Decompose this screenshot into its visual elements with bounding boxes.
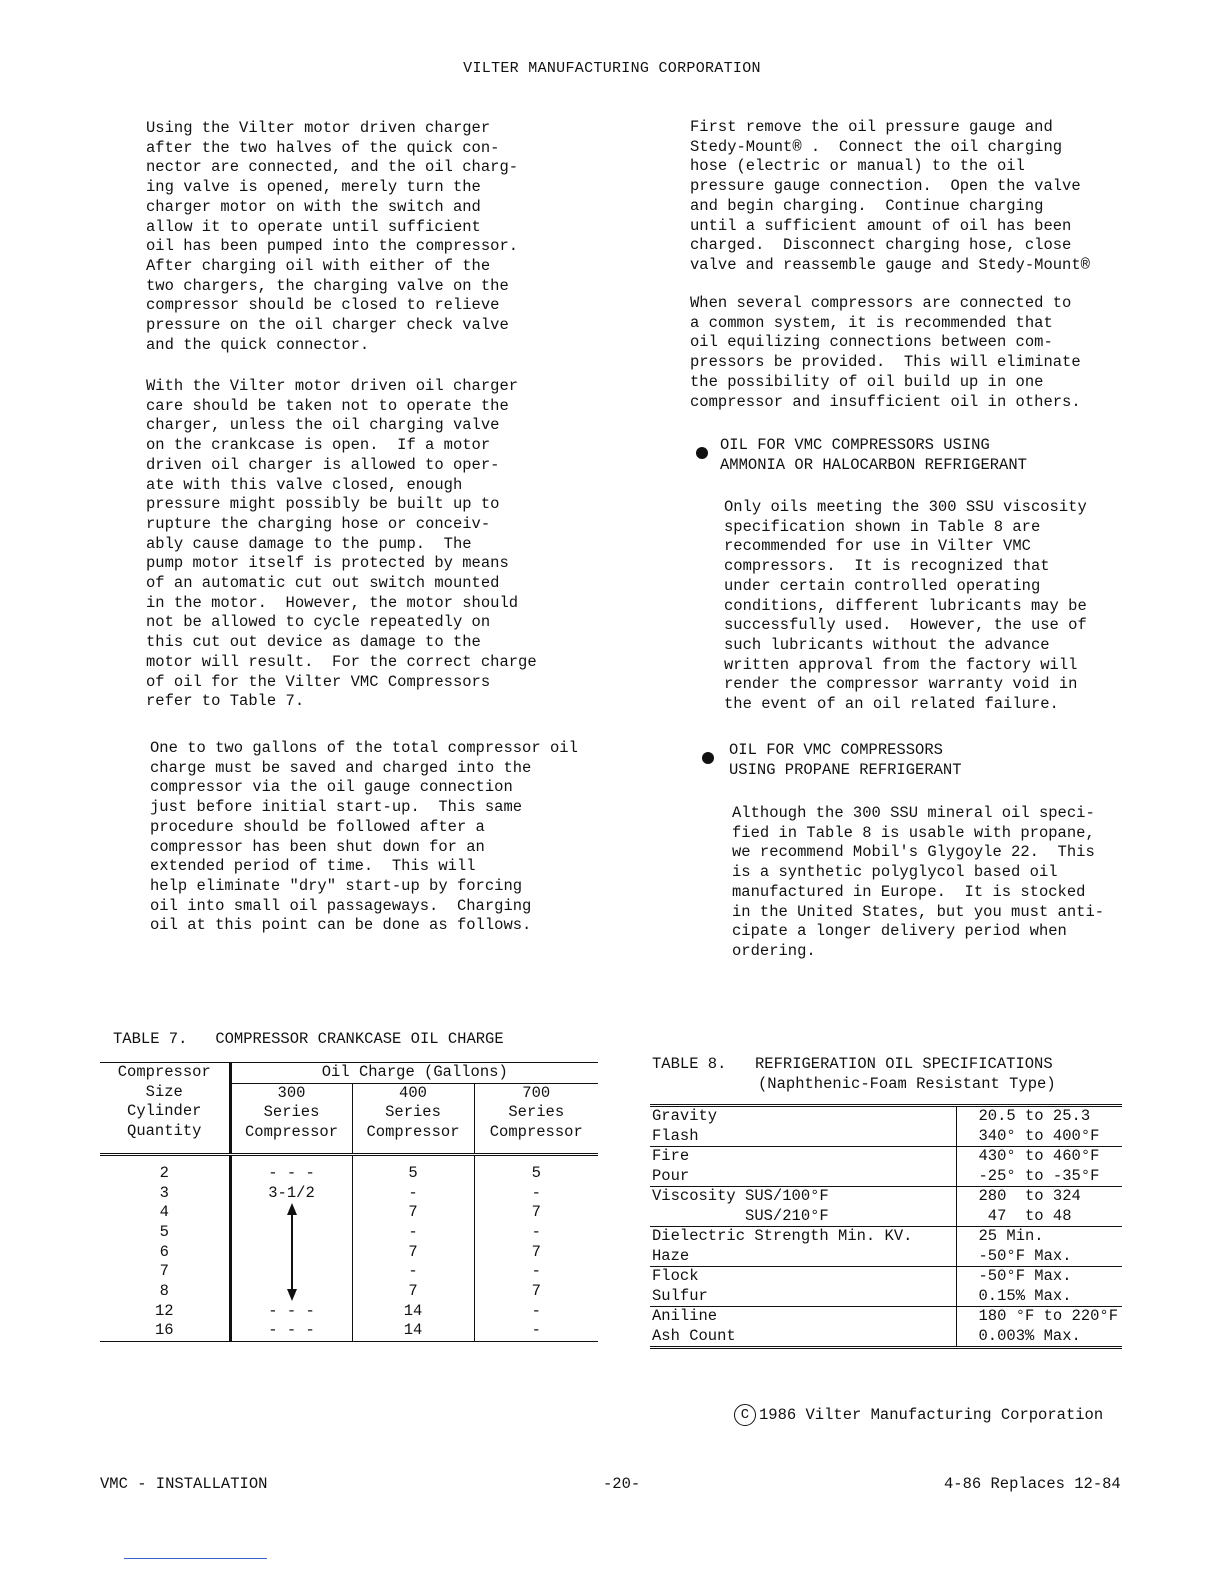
table7-series-sub: Compressor (230, 1123, 352, 1143)
table8-value: -25° to -35°F (956, 1167, 1122, 1187)
table7-cell: 7 (474, 1243, 598, 1263)
table8-property: Viscosity SUS/100°F (650, 1187, 956, 1207)
table8-property: Flock (650, 1267, 956, 1287)
table8-property: Sulfur (652, 1286, 708, 1305)
table7-cell: 7 (352, 1282, 474, 1302)
table-row (650, 1127, 1122, 1147)
table7-cell: - - - (230, 1321, 352, 1341)
right-paragraph-2: When several compressors are connected to a common system, it is recommended that oil equilizing connections between com- pressors be provided. This will eliminate the possibility of oil build up in one compressor and insufficient oil in others. (690, 294, 1081, 411)
table7-series-sub: Compressor (352, 1123, 474, 1143)
table8-value: -50°F Max. (956, 1247, 1122, 1267)
table8-subtitle: (Naphthenic-Foam Resistant Type) (758, 1075, 1056, 1093)
table7-range-arrow (230, 1203, 352, 1302)
table8-caption: TABLE 8. (652, 1055, 727, 1073)
right-paragraph-1: First remove the oil pressure gauge and Stedy-Mount® . Connect the oil charging hose (electric or manual) to the oil pressure gauge connection. Open the valve and begin charging. Continue charging until a sufficient amount of oil has been charged. Disconnect charging hose, close valve and reassemble gauge and Stedy-Mount® (690, 118, 1090, 274)
footer-right: 4-86 Replaces 12-84 (944, 1475, 1121, 1493)
table7-cell: - (474, 1302, 598, 1322)
divider (124, 1558, 267, 1559)
table7-cell: 3-1/2 (230, 1184, 352, 1204)
table7-series-number: 700 (474, 1083, 598, 1103)
table-row (650, 1267, 1122, 1287)
table7-cell: - (474, 1223, 598, 1243)
table-row (100, 1164, 598, 1184)
table8-value: 280 to 324 (956, 1187, 1122, 1207)
table7-cell: - - - (230, 1302, 352, 1322)
table8-value: 25 Min. (956, 1227, 1122, 1247)
table-row (650, 1307, 1122, 1327)
table-row (650, 1106, 1122, 1127)
table7-qty: 8 (159, 1282, 169, 1301)
double-arrow-icon (282, 1203, 302, 1301)
table-row (650, 1207, 1122, 1227)
table8-property: SUS/210°F (652, 1206, 829, 1225)
table-row (650, 1187, 1122, 1207)
table7-series-number: 300 (230, 1083, 352, 1103)
section-heading-ammonia: OIL FOR VMC COMPRESSORS USING AMMONIA OR HALOCARBON REFRIGERANT (720, 436, 1027, 474)
table8-value: 20.5 to 25.3 (956, 1106, 1122, 1127)
table7-cell: - (474, 1262, 598, 1282)
table7-cell: 7 (474, 1203, 598, 1223)
table7-series-sub: Compressor (474, 1123, 598, 1143)
copyright-text: 1986 Vilter Manufacturing Corporation (759, 1406, 1104, 1425)
table-row (650, 1147, 1122, 1167)
table7-series-label: Series (230, 1103, 352, 1123)
table7-header-line: Quantity (127, 1122, 202, 1141)
table7-cell: 5 (474, 1164, 598, 1184)
table7-cell: 5 (352, 1164, 474, 1184)
table7-qty: 2 (159, 1163, 169, 1182)
table7-qty: 6 (159, 1242, 169, 1261)
table7 (100, 1062, 598, 1342)
table8-value: -50°F Max. (956, 1267, 1122, 1287)
page-header: VILTER MANUFACTURING CORPORATION (463, 60, 761, 77)
table7-header-line: Compressor (117, 1063, 211, 1081)
table8-value: 180 °F to 220°F (956, 1307, 1122, 1327)
table7-cell: - - - (230, 1164, 352, 1184)
table7-cell: 7 (352, 1243, 474, 1263)
section-body-ammonia: Only oils meeting the 300 SSU viscosity specification shown in Table 8 are recommended for use in Vilter VMC compressors. It is recognized that under certain controlled operating conditions, different lubricants may be successfully used. However, the use of such lubricants without the advance written approval from the factory will render the compressor warranty void in the event of an oil related failure. (724, 498, 1087, 714)
copyright (734, 1404, 1103, 1426)
table-row (100, 1321, 598, 1341)
left-paragraph-2: With the Vilter motor driven oil charger care should be taken not to operate the charger, unless the oil charging valve on the crankcase is open. If a motor driven oil charger is allowed to oper- ate with this valve closed, enough pressure might possibly be built up to rupture the charging hose or conceiv- ably cause damage to the pump. The pump motor itself is protected by means of an automatic cut out switch mounted in the motor. However, the motor should not be allowed to cycle repeatedly on this cut out device as damage to the motor will result. For the correct charge of oil for the Vilter VMC Compressors refer to Table 7. (146, 377, 537, 711)
footer-page-number: -20- (603, 1475, 641, 1493)
table8-property: Fire (650, 1147, 956, 1167)
table7-cell: - (352, 1184, 474, 1204)
table-row (100, 1203, 598, 1223)
table8-property: Ash Count (650, 1327, 956, 1348)
table8-value: 340° to 400°F (956, 1127, 1122, 1147)
table7-header-line: Size (145, 1082, 183, 1101)
table8-title: REFRIGERATION OIL SPECIFICATIONS (755, 1055, 1053, 1073)
table7-group-header: Oil Charge (Gallons) (230, 1063, 598, 1084)
table7-qty: 4 (159, 1203, 169, 1222)
table-row (100, 1302, 598, 1322)
table-row (650, 1287, 1122, 1307)
table-row (650, 1227, 1122, 1247)
table7-cell: - (352, 1262, 474, 1282)
section-body-propane: Although the 300 SSU mineral oil speci- fied in Table 8 is usable with propane, we recommend Mobil's Glygoyle 22. This is a synthetic polyglycol based oil manufactured in Europe. It is stocked in the United States, but you must anti- cipate a longer delivery period when ordering. (732, 804, 1105, 960)
table8-value: 430° to 460°F (956, 1147, 1122, 1167)
table7-qty: 3 (159, 1183, 169, 1202)
footer-left: VMC - INSTALLATION (100, 1475, 268, 1493)
copyright-icon: C (734, 1404, 756, 1426)
table7-series-label: Series (474, 1103, 598, 1123)
table8-value: 0.003% Max. (956, 1327, 1122, 1348)
table7-qty: 7 (159, 1262, 169, 1281)
table7-cell: 14 (352, 1321, 474, 1341)
table7-col0-header (100, 1063, 230, 1143)
table7-series-number: 400 (352, 1083, 474, 1103)
table-row (650, 1327, 1122, 1348)
left-paragraph-1: Using the Vilter motor driven charger after the two halves of the quick con- nector are connected, and the oil charg- ing valve is opened, merely turn the charger motor on with the switch and allow it to operate until sufficient oil has been pumped into the compressor. After charging oil with either of the two chargers, the charging valve on the compressor should be closed to relieve pressure on the oil charger check valve and the quick connector. (146, 119, 519, 354)
table7-caption: TABLE 7. COMPRESSOR CRANKCASE OIL CHARGE (113, 1030, 504, 1048)
table7-qty: 5 (159, 1222, 169, 1241)
table7-cell: - (474, 1321, 598, 1341)
table8-property: Gravity (650, 1106, 956, 1127)
table8-property: Flash (652, 1126, 699, 1145)
table7-qty: 16 (100, 1321, 230, 1341)
table7-cell: 14 (352, 1302, 474, 1322)
bullet-icon (702, 752, 714, 764)
table8-value: 47 to 48 (956, 1207, 1122, 1227)
table7-cell: 7 (474, 1282, 598, 1302)
bullet-icon (696, 447, 708, 459)
table7-header-line: Cylinder (127, 1102, 202, 1121)
table-row (650, 1247, 1122, 1267)
table7-series-label: Series (352, 1103, 474, 1123)
table-row (650, 1167, 1122, 1187)
table8-property: Pour (652, 1166, 690, 1185)
table8-property: Haze (652, 1246, 690, 1265)
table7-cell: 7 (352, 1203, 474, 1223)
table8-property: Dielectric Strength Min. KV. (650, 1227, 956, 1247)
table7-qty: 12 (154, 1301, 174, 1320)
table8-value: 0.15% Max. (956, 1287, 1122, 1307)
table-row (100, 1184, 598, 1204)
table7-cell: - (474, 1184, 598, 1204)
table8 (650, 1104, 1122, 1349)
section-heading-propane: OIL FOR VMC COMPRESSORS USING PROPANE REFRIGERANT (729, 741, 962, 779)
table8-property: Aniline (650, 1307, 956, 1327)
left-paragraph-3: One to two gallons of the total compressor oil charge must be saved and charged into the compressor via the oil gauge connection just before initial start-up. This same procedure should be followed after a compressor has been shut down for an extended period of time. This will help eliminate "dry" start-up by forcing oil into small oil passageways. Charging oil at this point can be done as follows. (150, 739, 578, 935)
table7-cell: - (352, 1223, 474, 1243)
